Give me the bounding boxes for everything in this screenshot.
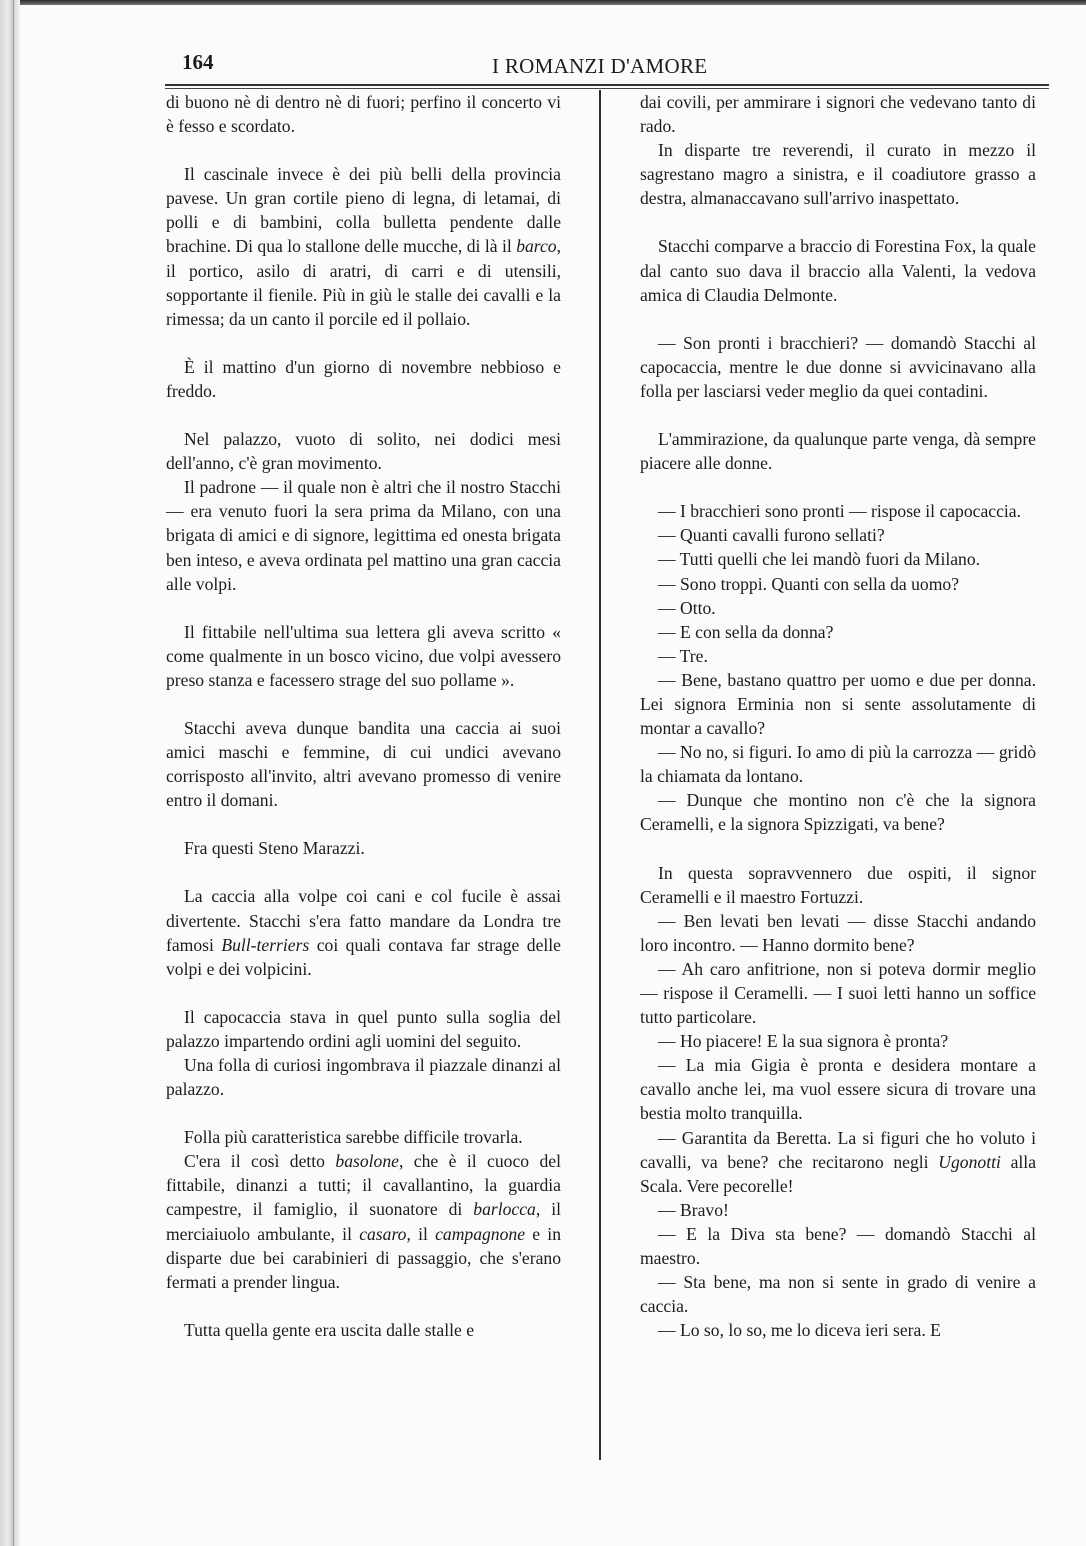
italic-term: campagnone [435,1223,526,1244]
paragraph [166,427,561,475]
paragraph [640,668,1036,740]
paragraph-gap [640,837,1036,861]
paragraph [166,1149,561,1294]
paragraph [166,716,561,812]
running-head [168,48,1048,84]
paragraph-text: di buono nè di dentro nè di fuori; perfino il concerto vi è fesso e scordato. [166,92,561,137]
paragraph-gap [166,138,561,162]
running-title: I ROMANZI D'AMORE [492,54,708,78]
paragraph-text: coi quali contava far strage delle volpi e dei volpicini. [166,934,561,979]
paragraph [166,355,561,403]
paragraph-gap [166,981,561,1005]
paragraph-gap [640,307,1036,331]
paragraph-text: Fra questi Steno Marazzi. [184,838,365,859]
paragraph-gap [166,403,561,427]
paragraph-text: , il portico, asilo di aratri, di carri e di utensili, sopportante il fienile. Più in giù le stalle dei cavalli e la rimessa; da un canto il porcile ed il pollaio. [166,236,561,329]
paragraph [640,90,1036,138]
paragraph-text: — No no, si figuri. Io amo di più la carrozza — gridò la chiamata da lontano. [640,742,1036,787]
paragraph [640,909,1036,957]
paragraph [640,1270,1036,1318]
paragraph [640,788,1036,836]
paragraph [166,162,561,331]
paragraph-gap [166,812,561,836]
paragraph-text: È il mattino d'un giorno di novembre nebbioso e freddo. [166,356,561,401]
paragraph [640,740,1036,788]
paragraph-gap [640,475,1036,499]
paragraph [640,427,1036,475]
paragraph-text: dai covili, per ammirare i signori che vedevano tanto di rado. [640,92,1036,137]
paragraph [640,547,1036,571]
paragraph-gap [166,860,561,884]
paragraph-text: — Bravo! [658,1199,729,1220]
paragraph-text: — Otto. [658,597,716,618]
scan-edge-left [0,0,20,1546]
paragraph [640,1318,1036,1342]
paragraph [640,331,1036,403]
paragraph [640,138,1036,210]
paragraph-text: — La mia Gigia è pronta e desidera montare a cavallo anche lei, ma vuol essere sicura di trovare una bestia molto tranquilla. [640,1055,1036,1124]
paragraph-text: — Tre. [658,645,708,666]
header-double-rule [165,84,1049,89]
paragraph-text: Nel palazzo, vuoto di solito, nei dodici mesi dell'anno, c'è gran movimento. [166,429,561,474]
paragraph-text: — Quanti cavalli furono sellati? [658,525,885,546]
paragraph [640,1198,1036,1222]
paragraph [640,1029,1036,1053]
paragraph [166,884,561,980]
paragraph-text: Una folla di curiosi ingombrava il piazzale dinanzi al palazzo. [166,1055,561,1100]
paragraph-text: , il merciaiuolo ambulante, il [166,1199,562,1244]
paragraph-text: alla Scala. Vere pecorelle! [640,1151,1036,1196]
paragraph-text: Il cascinale invece è dei più belli della provincia pavese. Un gran cortile pieno di legna, di letamai, di polli e di bambini, colla bulletta pendente dalle brachine. Di qua lo stallone delle mucche, di là il [166,164,561,257]
paragraph [166,836,561,860]
scan-edge-top [0,0,1086,5]
paragraph [166,620,561,692]
paragraph [640,1053,1036,1125]
paragraph [166,1053,561,1101]
italic-term: barlocca [473,1199,536,1220]
paragraph-gap [166,1294,561,1318]
paragraph [640,499,1036,523]
paragraph-text: Stacchi aveva dunque bandita una caccia ai suoi amici maschi e femmine, di cui undici avevano corrisposto all'invito, altri avevano promesso di venire entro il domani. [166,717,561,811]
paragraph-text: Il capocaccia stava in quel punto sulla soglia del palazzo impartendo ordini agli uomini del seguito. [166,1006,561,1051]
paragraph [166,90,561,138]
paragraph-text: Tutta quella gente era uscita dalle stalle e [184,1319,475,1340]
paragraph [640,523,1036,547]
paragraph-text: Il padrone — il quale non è altri che il nostro Stacchi — era venuto fuori la sera prima da Milano, con una brigata di amici e di signore, legittima ed onesta brigata ben inteso, e aveva ordinata pel mattino una gran caccia alle volpi. [166,477,561,594]
paragraph-text: — Garantita da Beretta. La si figuri che ho voluto i cavalli, va bene? che recitarono negli [640,1127,1036,1172]
italic-term: basolone [335,1151,399,1172]
paragraph-gap [640,403,1036,427]
paragraph [640,1222,1036,1270]
paragraph-text: — Dunque che montino non c'è che la signora Ceramelli, e la signora Spizzigati, va bene? [640,790,1036,835]
paragraph [640,620,1036,644]
paragraph [640,957,1036,1029]
paragraph-text: — Lo so, lo so, me lo diceva ieri sera. E [658,1320,941,1341]
paragraph [640,234,1036,306]
paragraph-text: La caccia alla volpe coi cani e col fucile è assai divertente. Stacchi s'era fatto mandare da Londra tre famosi [166,886,561,955]
paragraph [640,1126,1036,1198]
paragraph-text: — Sta bene, ma non si sente in grado di venire a caccia. [640,1272,1036,1317]
paragraph-text: C'era il così detto [184,1151,336,1172]
paragraph-text: — E con sella da donna? [658,621,834,642]
paragraph [166,475,561,595]
paragraph [640,596,1036,620]
paragraph-gap [640,210,1036,234]
paragraph-text: , che è il cuoco del fittabile, dinanzi a tutti; il cavallantino, la guardia campestre, il famiglio, il suonatore di [166,1151,561,1220]
italic-term: Ugonotti [938,1151,1001,1172]
page-number: 164 [182,50,214,74]
paragraph-gap [166,331,561,355]
paragraph [640,644,1036,668]
paragraph-text: In questa sopravvennero due ospiti, il signor Ceramelli e il maestro Fortuzzi. [640,862,1036,907]
right-column [640,90,1036,1342]
italic-term: barco [516,236,557,257]
column-divider [599,90,601,1460]
paragraph [166,1005,561,1053]
paragraph [640,861,1036,909]
paragraph-text: — Ah caro anfitrione, non si poteva dormir meglio — rispose il Ceramelli. — I suoi letti hanno un soffice tutto particolare. [640,958,1036,1028]
left-column [166,90,561,1342]
paragraph [166,1318,561,1342]
paragraph-text: — Ho piacere! E la sua signora è pronta? [658,1031,949,1052]
paragraph [166,1125,561,1149]
paragraph-gap [166,692,561,716]
paragraph-text: — Tutti quelli che lei mandò fuori da Milano. [658,549,981,570]
paragraph-gap [166,1101,561,1125]
paragraph-text: Il fittabile nell'ultima sua lettera gli aveva scritto « come qualmente in un bosco vicino, due volpi avessero preso stanza e facessero strage del suo pollame ». [166,621,561,690]
paragraph-text: — I bracchieri sono pronti — rispose il capocaccia. [658,501,1021,522]
paragraph-text: Stacchi comparve a braccio di Forestina Fox, la quale dal canto suo dava il braccio alla Valenti, la vedova amica di Claudia Delmonte. [640,236,1036,305]
paragraph-text: — Sono troppi. Quanti con sella da uomo? [658,573,960,594]
italic-term: Bull-terriers [221,934,310,955]
paragraph-text: , il [406,1223,436,1244]
paragraph [640,572,1036,596]
paragraph-text: — Ben levati ben levati — disse Stacchi andando loro incontro. — Hanno dormito bene? [640,910,1036,955]
paragraph-text: L'ammirazione, da qualunque parte venga, dà sempre piacere alle donne. [640,429,1036,474]
italic-term: casaro [359,1223,407,1244]
paragraph-text: — Son pronti i bracchieri? — domandò Stacchi al capocaccia, mentre le due donne si avvicinavano alla folla per lasciarsi veder meglio da quei contadini. [640,332,1036,401]
paragraph-text: Folla più caratteristica sarebbe difficile trovarla. [184,1127,523,1148]
paragraph-text: — E la Diva sta bene? — domandò Stacchi al maestro. [640,1223,1036,1269]
paragraph-text: — Bene, bastano quattro per uomo e due per donna. Lei signora Erminia non si sente assolutamente di montar a cavallo? [640,669,1036,739]
paragraph-gap [166,596,561,620]
paragraph-text: In disparte tre reverendi, il curato in mezzo il sagrestano magro a sinistra, e il coadiutore grasso a destra, almanaccavano sull'arrivo inaspettato. [640,140,1036,209]
paragraph-text: e in disparte due bei carabinieri di passaggio, che s'erano fermati a prender lingua. [166,1223,561,1292]
